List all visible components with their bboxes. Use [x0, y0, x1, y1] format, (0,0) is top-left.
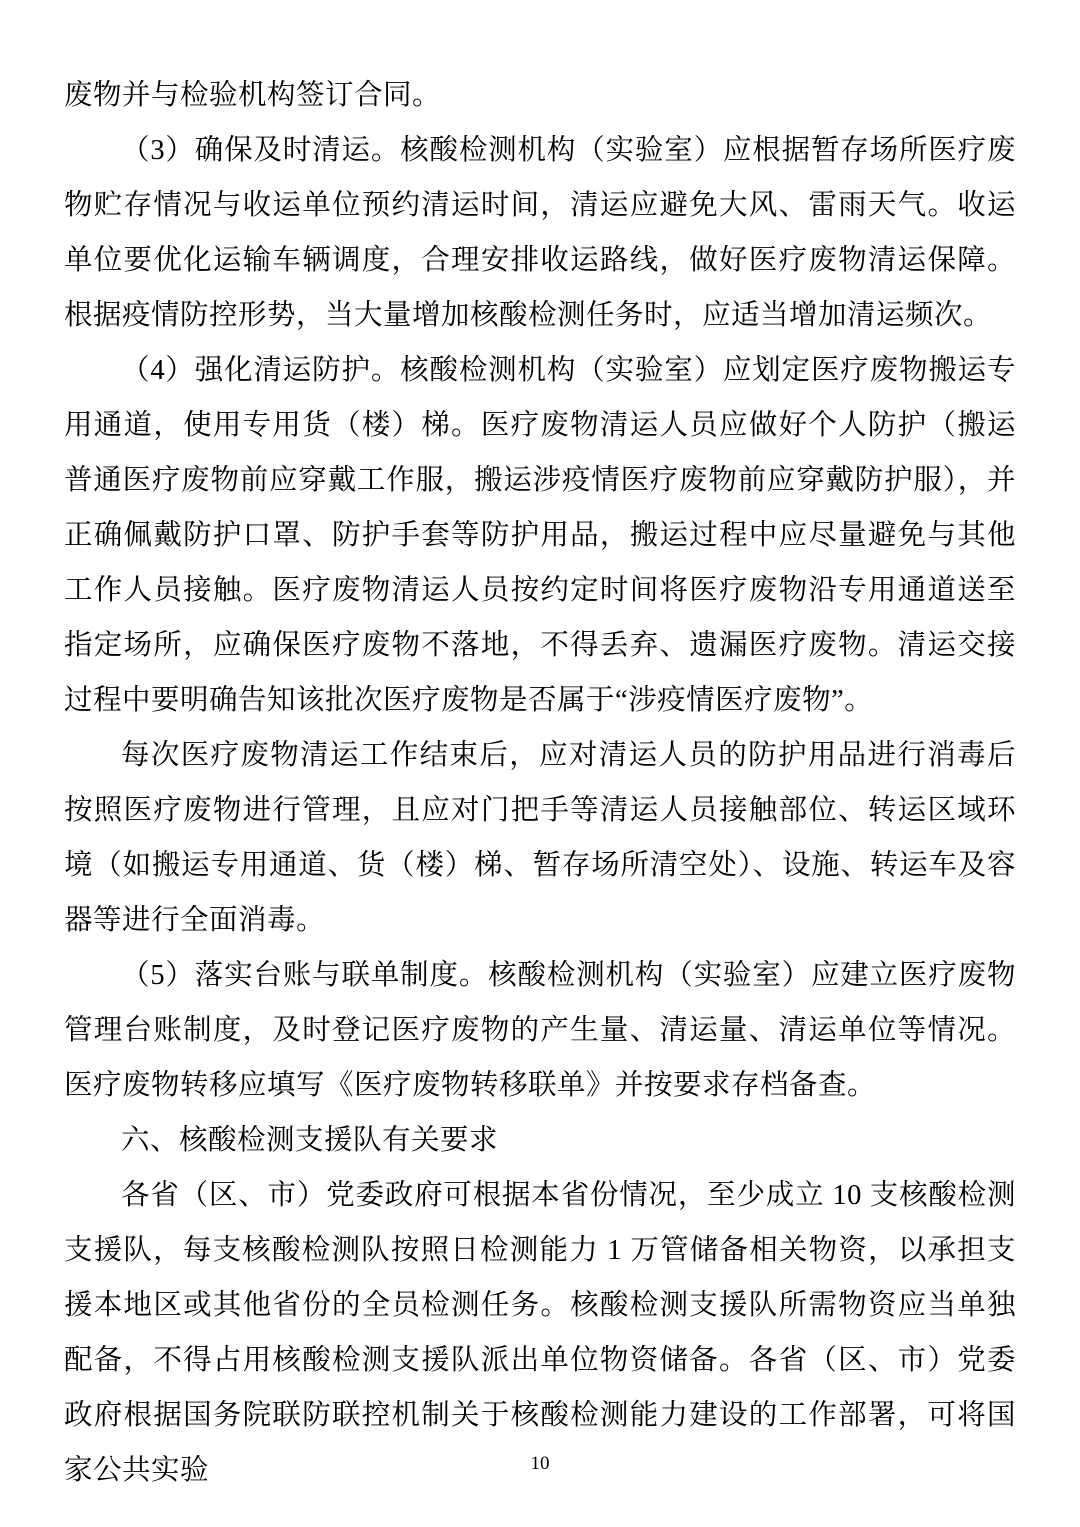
- paragraph-continuation: 废物并与检验机构签订合同。: [64, 80, 442, 111]
- paragraph-point-3: （3）确保及时清运。核酸检测机构（实验室）应根据暂存场所医疗废物贮存情况与收运单位预约清运时间，清运应避免大风、雷雨天气。收运单位要优化运输车辆调度，合理安排收运路线，做好医疗废物清运保障。根据疫情防控形势，当大量增加核酸检测任务时，应适当增加清运频次。: [64, 135, 1016, 331]
- page-number: 10: [530, 1453, 550, 1474]
- paragraph-point-5: （5）落实台账与联单制度。核酸检测机构（实验室）应建立医疗废物管理台账制度，及时登记医疗废物的产生量、清运量、清运单位等情况。医疗废物转移应填写《医疗废物转移联单》并按要求存档备查。: [64, 960, 1016, 1101]
- paragraph-support-teams: 各省（区、市）党委政府可根据本省份情况，至少成立 10 支核酸检测支援队，每支核酸检测队按照日检测能力 1 万管储备相关物资，以承担支援本地区或其他省份的全员检测任务。核酸检测支援队所需物资应当单独配备，不得占用核酸检测支援队派出单位物资储备。各省（区、市）党委政府根据国务院联防联控机制关于核酸检测能力建设的工作部署，可将国家公共实验: [64, 1180, 1016, 1486]
- paragraph-disinfection: 每次医疗废物清运工作结束后，应对清运人员的防护用品进行消毒后按照医疗废物进行管理，且应对门把手等清运人员接触部位、转运区域环境（如搬运专用通道、货（楼）梯、暂存场所清空处）、设施、转运车及容器等进行全面消毒。: [64, 740, 1016, 936]
- section-heading-six: 六、核酸检测支援队有关要求: [121, 1125, 499, 1156]
- paragraph-point-4: （4）强化清运防护。核酸检测机构（实验室）应划定医疗废物搬运专用通道，使用专用货（楼）梯。医疗废物清运人员应做好个人防护（搬运普通医疗废物前应穿戴工作服，搬运涉疫情医疗废物前应穿戴防护服），并正确佩戴防护口罩、防护手套等防护用品，搬运过程中应尽量避免与其他工作人员接触。医疗废物清运人员按约定时间将医疗废物沿专用通道送至指定场所，应确保医疗废物不落地，不得丢弃、遗漏医疗废物。清运交接过程中要明确告知该批次医疗废物是否属于“涉疫情医疗废物”。: [64, 355, 1016, 716]
